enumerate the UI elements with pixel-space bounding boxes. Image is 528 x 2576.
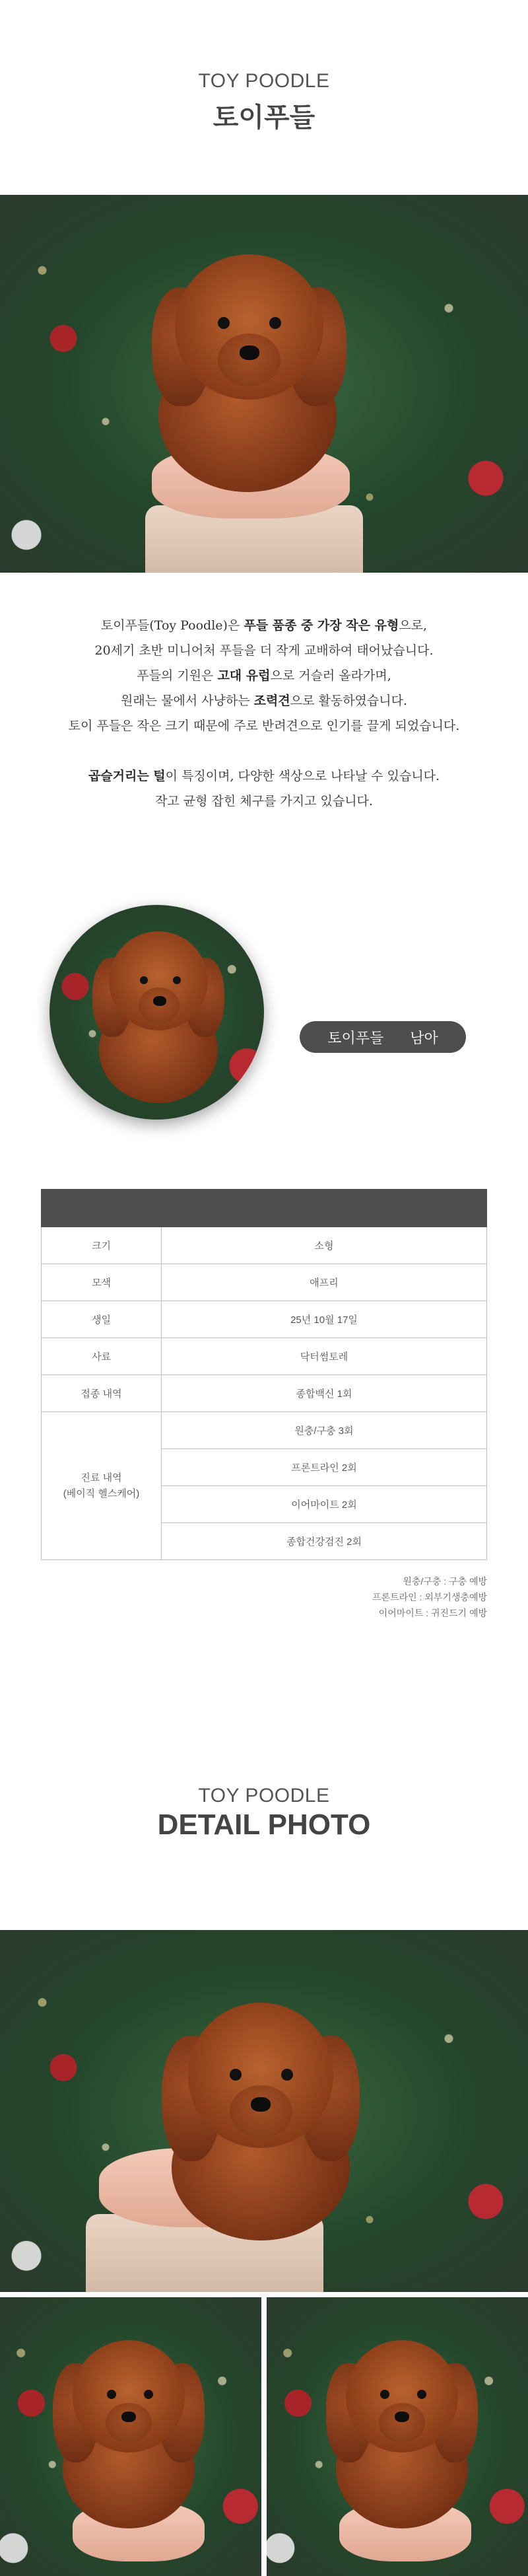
profile-badge xyxy=(300,1021,466,1053)
row-value: 닥터썸토레 xyxy=(162,1338,487,1375)
row-value: 애프리 xyxy=(162,1264,487,1301)
header-eyebrow: TOY POODLE xyxy=(198,70,330,92)
row-value: 25년 10월 17일 xyxy=(162,1301,487,1338)
desc-line-5: 토이 푸들은 작은 크기 때문에 주로 반려견으로 인기를 끌게 되었습니다. xyxy=(68,719,460,733)
header xyxy=(0,70,528,134)
table-row xyxy=(42,1264,487,1301)
page-title: 토이푸들 xyxy=(213,102,315,133)
detail-eyebrow: TOY POODLE xyxy=(198,1785,330,1807)
row-value: 종합백신 1회 xyxy=(162,1375,487,1412)
footnote: 이어마이트 : 귀진드기 예방 xyxy=(378,1608,487,1618)
row-label: 모색 xyxy=(42,1264,162,1301)
table-row xyxy=(42,1301,487,1338)
desc-line-1: 토이푸들(Toy Poodle)은 푸들 품종 중 가장 작은 유형으로, xyxy=(100,618,428,633)
row-value: 소형 xyxy=(162,1227,487,1264)
medical-value: 종합건강검진 2회 xyxy=(162,1523,487,1560)
detail-title: DETAIL PHOTO xyxy=(157,1808,371,1841)
footnotes xyxy=(372,1573,487,1621)
table-row xyxy=(42,1227,487,1264)
table-header-row xyxy=(42,1190,487,1227)
detail-header xyxy=(0,1785,528,1842)
profile-photo xyxy=(50,905,264,1120)
row-label: 사료 xyxy=(42,1338,162,1375)
medical-label: 진료 내역 (베이직 헬스케어) xyxy=(42,1412,162,1560)
table-row xyxy=(42,1338,487,1375)
table-row xyxy=(42,1375,487,1412)
desc-line-3: 푸들의 기원은 고대 유럽으로 거슬러 올라가며, xyxy=(137,668,391,683)
breed-label: 토이푸들 xyxy=(327,1029,384,1046)
desc-line-4: 원래는 물에서 사냥하는 조력견으로 활동하였습니다. xyxy=(121,694,407,708)
footnote: 프론트라인 : 외부기생충예방 xyxy=(372,1592,487,1602)
desc-line-6: 곱슬거리는 털이 특징이며, 다양한 색상으로 나타날 수 있습니다. xyxy=(88,769,440,783)
sex-label: 남아 xyxy=(410,1029,438,1046)
footnote: 원충/구충 : 구충 예방 xyxy=(403,1576,487,1587)
row-label: 접종 내역 xyxy=(42,1375,162,1412)
medical-value: 원충/구충 3회 xyxy=(162,1412,487,1449)
main-photo xyxy=(0,195,528,573)
detail-photo-2 xyxy=(0,2297,261,2576)
detail-photo-1 xyxy=(0,1930,528,2292)
info-table xyxy=(41,1189,487,1560)
row-label: 생일 xyxy=(42,1301,162,1338)
desc-line-2: 20세기 초반 미니어처 푸들을 더 작게 교배하여 태어났습니다. xyxy=(94,643,434,658)
row-label: 크기 xyxy=(42,1227,162,1264)
table-row xyxy=(42,1412,487,1449)
medical-value: 프론트라인 2회 xyxy=(162,1449,487,1486)
description xyxy=(0,613,528,814)
medical-value: 이어마이트 2회 xyxy=(162,1486,487,1523)
detail-photo-3 xyxy=(267,2297,528,2576)
desc-line-7: 작고 균형 잡힌 체구를 가지고 있습니다. xyxy=(155,794,373,808)
